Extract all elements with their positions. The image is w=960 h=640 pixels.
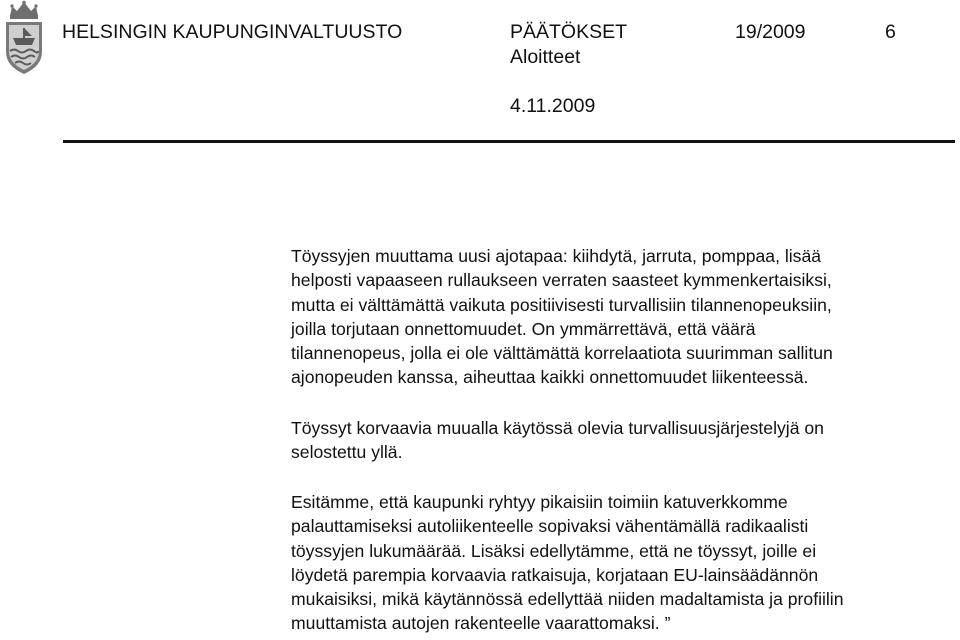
document-type: PÄÄTÖKSET	[510, 21, 628, 43]
page-number: 6	[885, 21, 896, 43]
header-rule	[63, 140, 955, 143]
organization-name: HELSINGIN KAUPUNGINVALTUUSTO	[62, 21, 403, 43]
text-line: helposti vapaaseen rullaukseen verraten saasteet kymmenkertaisiksi,	[291, 270, 832, 291]
text-line: löydetä parempia korvaavia ratkaisuja, korjataan EU-lainsäädännön	[291, 564, 819, 585]
text-line: selostettu yllä.	[291, 442, 403, 463]
body-paragraph	[291, 416, 956, 465]
helsinki-coat-of-arms-icon	[2, 0, 46, 76]
text-line: mutta ei välttämättä vaikuta positiivisesti turvallisiin tilannenopeuksiin,	[291, 294, 832, 315]
text-line: töyssyjen lukumäärää. Lisäksi edellytämme, että ne töyssyt, joille ei	[291, 540, 817, 561]
text-line: tilannenopeus, jolla ei ole välttämättä korrelaatiota suurimman sallitun	[291, 343, 833, 364]
text-line: Töyssyt korvaavia muualla käytössä olevia turvallisuusjärjestelyjä on	[291, 418, 824, 438]
body-paragraph	[291, 490, 956, 636]
section-title: Aloitteet	[510, 46, 581, 68]
document-number: 19/2009	[735, 21, 806, 43]
text-line: ajonopeuden kanssa, aiheuttaa kaikki onnettomuudet liikenteessä.	[291, 367, 809, 388]
text-line: palauttamiseksi autoliikenteelle sopivaksi vähentämällä radikaalisti	[291, 516, 809, 537]
body-paragraph	[291, 244, 956, 390]
text-line: mukaisiksi, mikä käytännössä edellyttää niiden madaltamista ja profiilin	[291, 589, 844, 610]
text-line: joilla torjutaan onnettomuudet. On ymmärrettävä, että väärä	[291, 318, 756, 339]
meeting-date: 4.11.2009	[510, 95, 596, 117]
text-line: Esitämme, että kaupunki ryhtyy pikaisiin toimiin katuverkkomme	[291, 492, 788, 512]
text-line: Töyssyjen muuttama uusi ajotapaa: kiihdytä, jarruta, pomppaa, lisää	[291, 246, 822, 266]
text-line: muuttamista autojen rakenteelle vaarattomaksi. ”	[291, 613, 671, 634]
